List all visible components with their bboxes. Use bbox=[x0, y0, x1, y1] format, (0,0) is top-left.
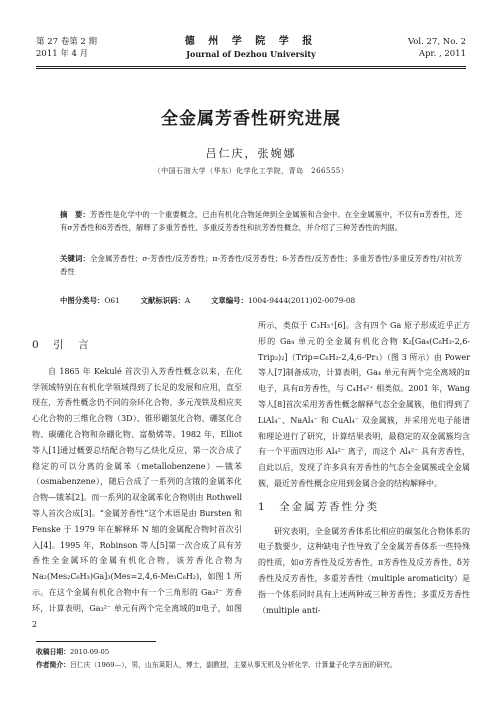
keywords-text: 全金属芳香性；σ-芳香性/反芳香性；π-芳香性/反芳香性；δ-芳香性/反芳香性；多重芳香性/多重反芳香性/对抗芳香性 bbox=[60, 254, 462, 276]
received-line bbox=[36, 646, 466, 659]
classification-line bbox=[60, 295, 462, 306]
journal-header bbox=[36, 36, 466, 66]
date-en: Apr. , 2011 bbox=[418, 49, 466, 59]
header-rule-2 bbox=[36, 68, 466, 69]
left-column bbox=[32, 318, 242, 632]
journal-name bbox=[36, 36, 466, 60]
date-text: 2011 年 4 月 bbox=[36, 49, 89, 59]
journal-name-cn: 德 州 学 院 学 报 bbox=[184, 36, 318, 47]
intro-paragraph-cont: 所示，类似于 C₃H₃⁺[6]。含有四个 Ga 原子形成近乎正方形的 Ga₄ 单元的全金属有机化合物 K₂[Ga₄(C₆H₃-2,6-Trip₂)₂]（Trip=C₆H₂-2,4,6-ⁱPr₃）（图 3 所示）由 Power 等人[7]制备成功，计算表明，Ga₄ 单元有两个完全离域的π电子，具有π芳香性，与 C₄H₄²⁺ 相类似。2001 年，Wang 等人[8]首次采用芳香性概念解释气态全金属簇，他们得到了 LiAl₄⁻、NaAl₄⁻ 和 CuAl₄⁻ 双金属簇，并采用光电子能谱和理论进行了研究，计算结果表明，最稳定的双金属簇均含有一个平面四边形 Al₄²⁻ 离子，而这个 Al₄²⁻ 具有芳香性，自此以后，发现了许多具有芳香性的气态全金属簇或全金属簇，最近芳香性概念应用到金属合金的结构解释中。 bbox=[258, 321, 470, 488]
volume-issue-en bbox=[408, 36, 466, 60]
keywords-label: 关键词： bbox=[60, 254, 90, 263]
section1-paragraph: 研究表明，全金属芳香体系比相应的碳氢化合物体系的电子数要少，这种缺电子性导致了全金属芳香体系一些特殊的性质，如σ芳香性及反芳香性，π芳香性及反芳香性，δ芳香性及反芳香性，多重芳香性（multiple aromaticity）是指一个体系同时具有上述两种或三种芳香性；多重反芳香性（multiple anti- bbox=[258, 526, 470, 615]
paper-title: 全金属芳香性研究进展 bbox=[161, 109, 341, 129]
abstract-label: 摘 要： bbox=[60, 210, 90, 219]
clc-label: 中图分类号： bbox=[60, 296, 105, 305]
abstract bbox=[60, 208, 462, 234]
volume-en: Vol. 27, No. 2 bbox=[407, 37, 466, 47]
article-no-value: 1004-9444(2011)02-0079-08 bbox=[247, 296, 356, 305]
doc-code-label: 文献标识码： bbox=[140, 296, 185, 305]
keywords bbox=[60, 252, 462, 278]
right-column bbox=[258, 318, 470, 618]
section1-heading: 1 全金属芳香性分类 bbox=[258, 500, 380, 513]
journal-name-en: Journal of Dezhou University bbox=[186, 49, 316, 59]
header-rule bbox=[36, 66, 466, 67]
clc-value: O61 bbox=[104, 296, 120, 305]
intro-paragraph: 自 1865 年 Kekulé 首次引入芳香性概念以来，在化学领域特别在有机化学领域得到了长足的发展和应用，直至现在，芳香性概念仍不同的杂环化合物、多元茂铁及相应夹心化合物的三维化合物（3D）、锥形硼氢化合物、硼氢化合物、碳硼化合物和杂硼化物、富勒烯等。1982 年，Elliot 等人[1]通过概要总结配合物与乙炔化反应，第一次合成了稳定的可以分离的金属苯（metallobenzene）—锇苯（osmabenzene），随后合成了一系列的含锇的金属苯化合物—锇苯[2]。而一系列的双金属苯化合物则由 Rothwell 等人首次合成[3]。“金属芳香性”这个术语是由 Bursten 和 Fenske 于 1979 年在解释环 N 缩的金属配合物时首次引入[4]。1995 年，Robinson 等人[5]第一次合成了具有芳香性全金属环的金属有机化合物，该芳香化合物为 Na₂(Mes₂C₆H₃)Ga]₃(Mes=2,4,6-Me₃C₆H₂)，如图 1 所示。在这个金属有机化合物中有一个三角形的 Ga₃²⁻ 芳香环，计算表明，Ga₃²⁻ 单元有两个完全离域的π电子，如图 2 bbox=[32, 366, 242, 629]
paper-authors: 吕仁庆，张婉娜 bbox=[205, 147, 297, 160]
author-bio-label: 作者简介： bbox=[36, 661, 70, 669]
received-label: 收稿日期： bbox=[36, 648, 70, 656]
doc-code-value: A bbox=[184, 296, 191, 305]
received-value: 2010-09-05 bbox=[69, 648, 110, 656]
footnote-rule bbox=[36, 641, 156, 642]
volume-text: 第 27 卷第 2 期 bbox=[36, 37, 98, 47]
author-bio-line bbox=[36, 659, 466, 672]
author-bio-value: 吕仁庆（1969—），男，山东莱阳人，博士，副教授，主要从事无机及分析化学、计算量子化学方面的研究。 bbox=[69, 661, 397, 669]
intro-heading: 0 引 言 bbox=[32, 339, 91, 351]
abstract-text: 芳香性是化学中的一个重要概念，已由有机化合物延伸到全金属簇和合金中。在全金属簇中，不仅有π芳香性，还有σ芳香性和δ芳香性，解释了多重芳香性、多重反芳香性和抗芳香性概念，并介绍了三种芳香性的判据。 bbox=[60, 210, 462, 232]
paper-affiliation: （中国石油大学（华东）化学化工学院，青岛 266555） bbox=[153, 167, 349, 175]
footnote bbox=[36, 646, 466, 672]
article-no-label: 文章编号： bbox=[210, 296, 248, 305]
